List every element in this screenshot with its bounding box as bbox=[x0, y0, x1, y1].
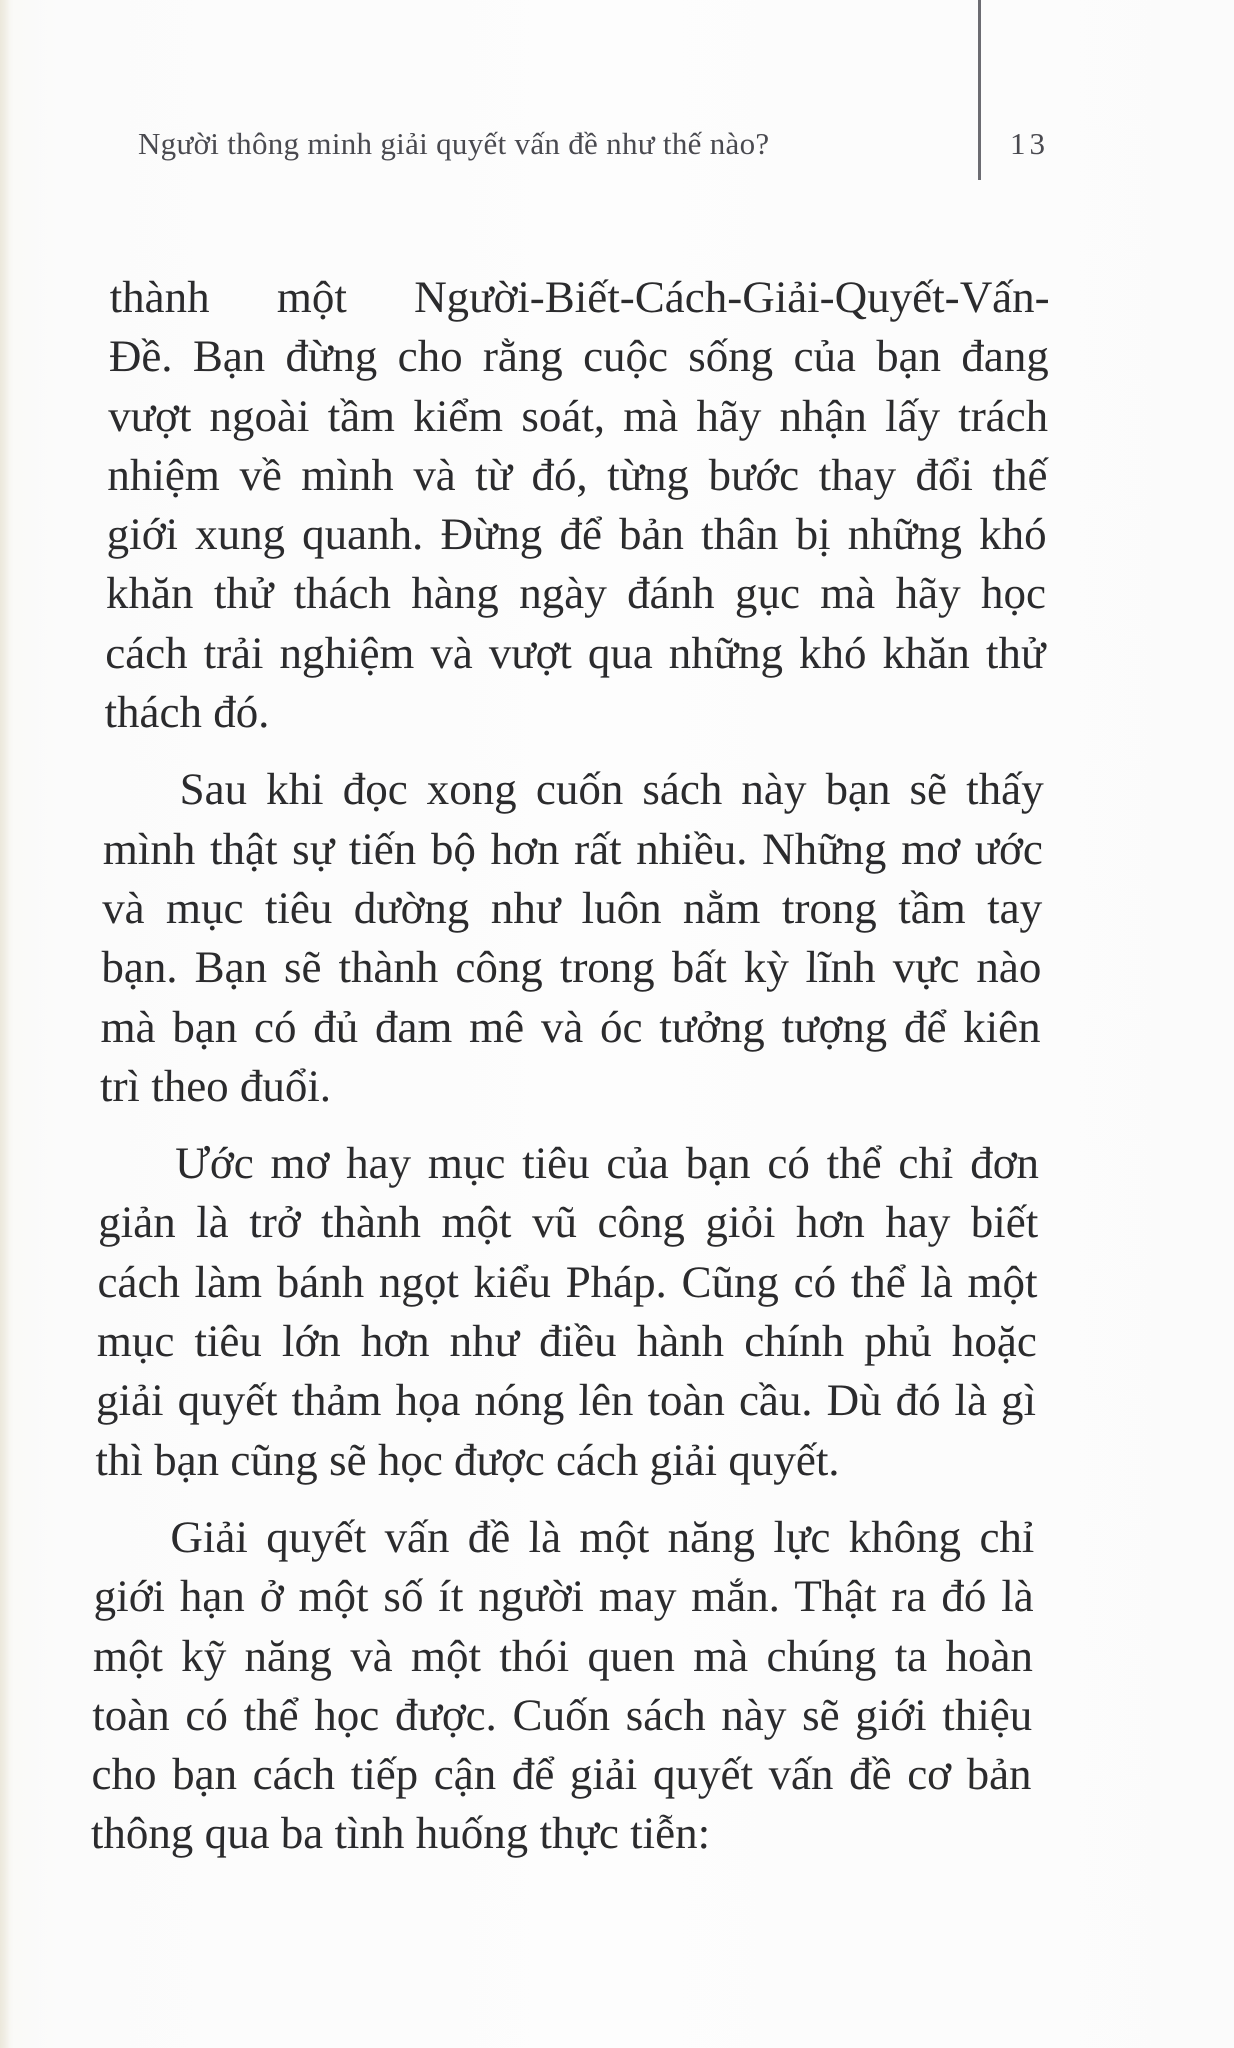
text-line: Đề. Bạn đừng cho rằng cuộc sống của bạn đang bbox=[108, 331, 1050, 382]
page-edge-shadow bbox=[0, 0, 10, 2048]
running-header-title: Người thông minh giải quyết vấn đề như thế nào? bbox=[138, 126, 770, 161]
text-line: thì bạn cũng sẽ học được cách giải quyết. bbox=[95, 1434, 840, 1485]
text-line: vượt ngoài tầm kiểm soát, mà hãy nhận lấy trách bbox=[107, 390, 1049, 441]
text-line: giải quyết thảm họa nóng lên toàn cầu. Dù đó là gì bbox=[95, 1375, 1037, 1426]
text-line: một kỹ năng và một thói quen mà chúng ta hoàn bbox=[92, 1630, 1034, 1681]
paragraph-2 bbox=[100, 760, 1044, 1116]
text-line: khăn thử thách hàng ngày đánh gục mà hãy học bbox=[105, 568, 1047, 619]
text-line: toàn có thể học được. Cuốn sách này sẽ giới thiệu bbox=[92, 1689, 1033, 1740]
header-divider-rule bbox=[978, 0, 981, 180]
text-line: Sau khi đọc xong cuốn sách này bạn sẽ thấy bbox=[179, 764, 1044, 815]
text-line: trì theo đuổi. bbox=[99, 1060, 332, 1111]
text-line: thông qua ba tình huống thực tiễn: bbox=[90, 1808, 711, 1859]
page-number: 13 bbox=[1010, 126, 1049, 161]
text-line: mục tiêu lớn hơn như điều hành chính phủ hoặc bbox=[96, 1316, 1038, 1367]
text-line: Giải quyết vấn đề là một năng lực không chỉ bbox=[170, 1511, 1035, 1562]
text-line: mình thật sự tiến bộ hơn rất nhiều. Những mơ ước bbox=[102, 823, 1044, 874]
text-line: cho bạn cách tiếp cận để giải quyết vấn đề cơ bản bbox=[91, 1749, 1032, 1800]
body-text bbox=[90, 268, 1050, 1882]
text-line: cách trải nghiệm và vượt qua những khó khăn thử bbox=[104, 627, 1046, 678]
text-line: giới xung quanh. Đừng để bản thân bị những khó bbox=[106, 509, 1048, 560]
text-line: nhiệm về mình và từ đó, từng bước thay đổi thế bbox=[107, 449, 1048, 500]
text-line: thách đó. bbox=[104, 687, 270, 738]
text-line: giản là trở thành một vũ công giỏi hơn hay biết bbox=[98, 1197, 1039, 1248]
paragraph-1 bbox=[104, 268, 1050, 742]
text-line: và mục tiêu dường như luôn nằm trong tầm tay bbox=[101, 882, 1043, 933]
text-line: bạn. Bạn sẽ thành công trong bất kỳ lĩnh vực nào bbox=[101, 942, 1042, 993]
text-line: thành một Người-Biết-Cách-Giải-Quyết-Vấn- bbox=[109, 272, 1050, 322]
paragraph-3 bbox=[95, 1134, 1039, 1490]
text-line: mà bạn có đủ đam mê và óc tưởng tượng để kiên bbox=[100, 1001, 1042, 1052]
text-line: Ước mơ hay mục tiêu của bạn có thể chỉ đơn bbox=[174, 1138, 1040, 1189]
text-line: cách làm bánh ngọt kiểu Pháp. Cũng có thể là một bbox=[97, 1256, 1038, 1307]
paragraph-4 bbox=[91, 1508, 1035, 1864]
text-line: giới hạn ở một số ít người may mắn. Thật ra đó là bbox=[93, 1571, 1035, 1622]
